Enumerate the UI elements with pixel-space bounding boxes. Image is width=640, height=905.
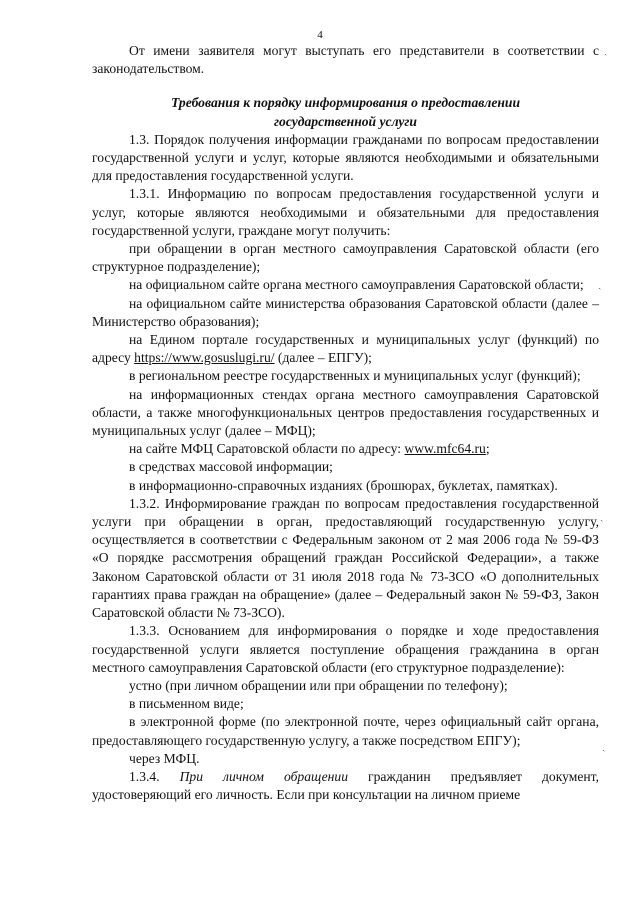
paragraph-1-3-4: 1.3.4. При личном обращении гражданин предъявляет документ, удостоверяющий его личность. Если при консультации на личном приеме — [92, 768, 599, 803]
paragraph-1-3-2: 1.3.2. Информирование граждан по вопросам предоставления государственной услуги при обращении в орган, предоставляющий государственную услугу, осуществляется в соответствии с Федеральным законом от 2 мая 2006 года № 59-ФЗ «О порядке рассмотрения обращений граждан Российской Федерации», а также Законом Саратовской области от 31 июля 2018 года № 73-ЗСО «О дополнительных гарантиях права граждан на обращение» (далее – Федеральный закон № 59-ФЗ, Закон Саратовской области № 73-ЗСО). — [92, 495, 599, 621]
document-body — [92, 42, 602, 804]
list-item-mass-media: в средствах массовой информации; — [129, 459, 333, 475]
list-item-mfc-site: на сайте МФЦ Саратовской области по адресу: www.mfc64.ru; — [129, 441, 490, 457]
list-item-local-site: на официальном сайте органа местного самоуправления Саратовской области; — [129, 277, 584, 293]
list-item-written: в письменном виде; — [129, 696, 244, 712]
paragraph-1-3-3: 1.3.3. Основанием для информирования о порядке и ходе предоставления государственной услуги является поступление обращения гражданина в орган местного самоуправления Саратовской области (его структурное подразделение): — [92, 623, 599, 675]
list-item-oral: устно (при личном обращении или при обращении по телефону); — [129, 677, 508, 693]
list-item-ministry-site: на официальном сайте министерства образования Саратовской области (далее – Министерство образования); — [92, 295, 599, 329]
paragraph-representatives: От имени заявителя могут выступать его представители в соответствии с законодательством. — [92, 43, 599, 77]
emphasis-personal-appeal: При личном обращении — [179, 768, 348, 784]
scan-mark: ˏ — [602, 741, 606, 752]
list-item-info-stands: на информационных стендах органа местного самоуправления Саратовской области, а также многофункциональных центров предоставления государственных и муниципальных услуг (далее – МФЦ); — [92, 386, 599, 439]
paragraph-1-3-1: 1.3.1. Информацию по вопросам предоставления государственной услуги и услуг, которые являются необходимыми и обязательными для предоставления государственной услуги, граждане могут получить: — [92, 186, 599, 238]
section-heading — [92, 94, 599, 130]
scan-mark: ˏ — [600, 511, 604, 522]
list-item-mfc: через МФЦ. — [129, 750, 200, 766]
scan-mark: ˏ — [604, 45, 608, 56]
page-number: 4 — [317, 29, 323, 41]
list-item-local-authority: при обращении в орган местного самоуправления Саратовской области (его структурное подразделение); — [92, 241, 599, 275]
list-item-electronic: в электронной форме (по электронной почте, через официальный сайт органа, предоставляющего государственную услугу, а также посредством ЕПГУ); — [92, 714, 599, 748]
scan-mark: ˏ — [598, 279, 602, 290]
list-item-publications: в информационно-справочных изданиях (брошюрах, буклетах, памятках). — [129, 477, 558, 493]
paragraph-1-3: 1.3. Порядок получения информации гражданами по вопросам предоставлении государственной услуги и услуг, которые являются необходимыми и обязательными для предоставления государственной услуги. — [92, 131, 599, 184]
list-item-regional-registry: в региональном реестре государственных и муниципальных услуг (функций); — [129, 368, 581, 384]
gosuslugi-link[interactable]: https://www.gosuslugi.ru/ — [134, 350, 275, 366]
heading-line-2: государственной услуги — [274, 113, 417, 129]
heading-line-1: Требования к порядку информирования о предоставлении — [170, 95, 521, 111]
mfc-link[interactable]: www.mfc64.ru — [404, 441, 486, 457]
list-item-epgu: на Едином портале государственных и муниципальных услуг (функций) по адресу https://www.gosuslugi.ru/ (далее – ЕПГУ); — [92, 332, 599, 366]
